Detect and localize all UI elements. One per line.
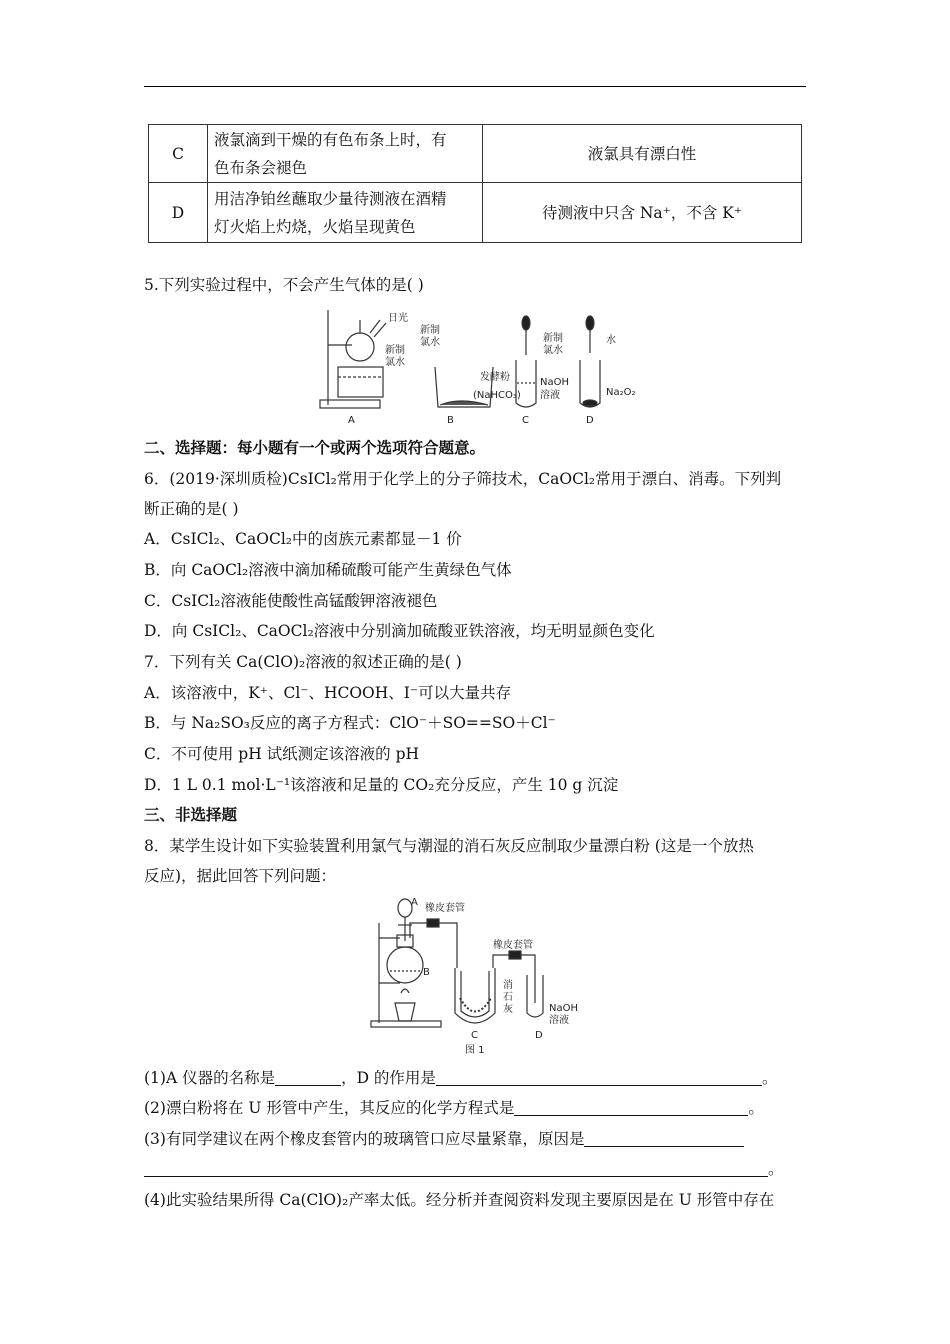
- lime-label-1: 消: [503, 980, 513, 991]
- figure-q8: [365, 893, 595, 1058]
- a-water-label-1: 新制: [385, 345, 405, 356]
- label-d: D: [535, 1030, 543, 1041]
- row-result: 待测液中只含 Na⁺，不含 K⁺: [483, 183, 802, 243]
- b-label: B: [447, 415, 454, 426]
- p3-end: 。: [768, 1160, 784, 1178]
- lime-label-2: 石: [503, 992, 513, 1003]
- b-water-label-2: 氯水: [420, 337, 440, 348]
- desc-line: 用洁净铂丝蘸取少量待测液在酒精: [214, 189, 447, 208]
- q8-part-3: [144, 1128, 744, 1150]
- section-2-title: 二、选择题：每小题有一个或两个选项符合题意。: [144, 438, 486, 457]
- answer-blank[interactable]: [275, 1069, 341, 1086]
- a-water-label-2: 氯水: [385, 357, 405, 368]
- question-5: 5.下列实验过程中，不会产生气体的是( ): [144, 276, 424, 294]
- c-water-label-1: 新制: [543, 333, 563, 344]
- label-a: A: [411, 897, 418, 908]
- q7-option-a: A．该溶液中，K⁺、Cl⁻、HCOOH、I⁻可以大量共存: [144, 684, 512, 702]
- figure-caption: 图 1: [465, 1045, 485, 1056]
- q6-line-1: 6．(2019·深圳质检)CsICl₂常用于化学上的分子筛技术，CaOCl₂常用于漂白、消毒。下列判: [144, 470, 782, 488]
- p1-text-a: (1)A 仪器的名称是: [144, 1069, 276, 1087]
- q7-stem: 7．下列有关 Ca(ClO)₂溶液的叙述正确的是( ): [144, 653, 462, 671]
- q6-option-a: A．CsICl₂、CaOCl₂中的卤族元素都显－1 价: [144, 530, 462, 548]
- row-label: D: [149, 183, 208, 243]
- p3-text: (3)有同学建议在两个橡皮套管内的玻璃管口应尽量紧靠，原因是: [144, 1130, 585, 1148]
- q8-part-2: [144, 1097, 764, 1119]
- lime-label-3: 灰: [503, 1004, 513, 1015]
- q8-line-1: 8．某学生设计如下实验装置利用氯气与潮湿的消石灰反应制取少量漂白粉 (这是一个放热: [144, 837, 754, 855]
- label-c: C: [471, 1030, 478, 1041]
- row-description: [208, 125, 483, 183]
- row-result: 液氯具有漂白性: [483, 125, 802, 183]
- naoh-label: NaOH: [549, 1003, 578, 1014]
- b-powder-label: 发酵粉: [480, 372, 510, 383]
- d-label: D: [586, 415, 594, 426]
- a-label: A: [348, 415, 355, 426]
- options-table: [148, 124, 802, 243]
- apparatus-setup: [371, 899, 543, 1027]
- q8-part-4: (4)此实验结果所得 Ca(ClO)₂产率太低。经分析并查阅资料发现主要原因是在 U 形管中存在: [144, 1191, 775, 1209]
- answer-blank[interactable]: [436, 1069, 762, 1086]
- a-sun-label: 日光: [388, 313, 408, 324]
- answer-blank[interactable]: [584, 1130, 744, 1147]
- table-row: [149, 183, 802, 243]
- c-naoh-label: NaOH: [540, 377, 569, 388]
- q8-part-1: [144, 1067, 777, 1089]
- table-row: [149, 125, 802, 183]
- desc-line: 液氯滴到干燥的有色布条上时，有: [214, 130, 447, 149]
- header-rule: [144, 86, 806, 87]
- desc-line: 灯火焰上灼烧，火焰呈现黄色: [214, 217, 416, 236]
- section-3-title: 三、非选择题: [144, 805, 238, 824]
- d-water-label: 水: [606, 335, 616, 346]
- d-na2o2-label: Na₂O₂: [606, 387, 636, 398]
- p2-text-b: 。: [748, 1099, 764, 1117]
- c-label: C: [522, 415, 529, 426]
- tube2-label: 橡皮套管: [493, 940, 533, 951]
- c-sol-label: 溶液: [540, 390, 560, 401]
- c-water-label-2: 氯水: [543, 345, 563, 356]
- answer-blank[interactable]: [514, 1099, 748, 1116]
- q8-part-3-cont: [144, 1158, 784, 1180]
- row-description: [208, 183, 483, 243]
- q7-option-c: C．不可使用 pH 试纸测定该溶液的 pH: [144, 745, 420, 763]
- q6-option-d: D．向 CsICl₂、CaOCl₂溶液中分别滴加硫酸亚铁溶液，均无明显颜色变化: [144, 622, 655, 640]
- q7-option-d: D．1 L 0.1 mol·L⁻¹该溶液和足量的 CO₂充分反应，产生 10 g 沉淀: [144, 776, 619, 794]
- apparatus-a: [320, 310, 386, 408]
- p1-text-b: ，D 的作用是: [341, 1069, 436, 1087]
- tube1-label: 橡皮套管: [425, 903, 465, 914]
- apparatus-d: [580, 316, 600, 407]
- b-water-label-1: 新制: [420, 325, 440, 336]
- q6-option-c: C．CsICl₂溶液能使酸性高锰酸钾溶液褪色: [144, 592, 438, 610]
- p2-text-a: (2)漂白粉将在 U 形管中产生，其反应的化学方程式是: [144, 1099, 515, 1117]
- p1-text-c: 。: [761, 1069, 778, 1087]
- row-label: C: [149, 125, 208, 183]
- sol-label: 溶液: [549, 1015, 569, 1026]
- label-b: B: [423, 967, 430, 978]
- q8-line-2: 反应)，据此回答下列问题：: [144, 867, 337, 885]
- answer-blank[interactable]: [144, 1160, 768, 1177]
- q6-line-2: 断正确的是( ): [144, 500, 239, 518]
- q7-option-b: B．与 Na₂SO₃反应的离子方程式：ClO⁻＋SO==SO＋Cl⁻: [144, 714, 556, 732]
- desc-line: 色布条会褪色: [214, 158, 308, 177]
- b-formula-label: (NaHCO₃): [473, 390, 521, 401]
- figure-q5: [310, 305, 650, 430]
- q6-option-b: B．向 CaOCl₂溶液中滴加稀硫酸可能产生黄绿色气体: [144, 561, 512, 579]
